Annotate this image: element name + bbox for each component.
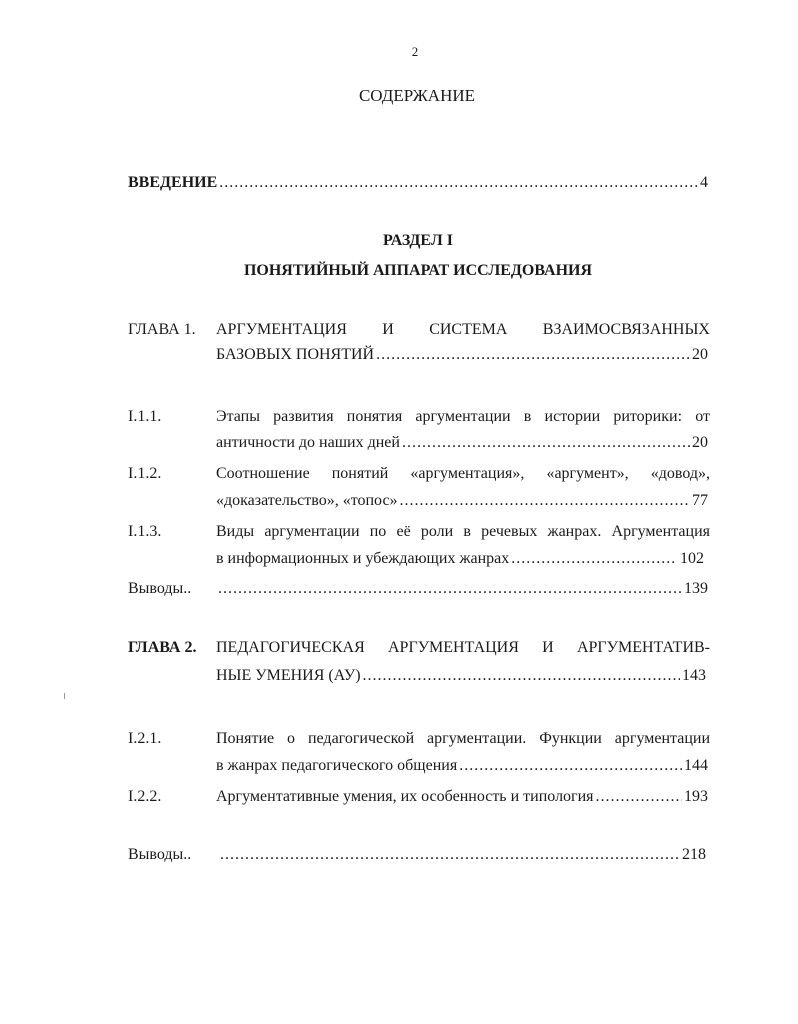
dot-leader [363,667,680,685]
item-number: I.2.1. [128,730,162,747]
toc-entry-conclusions-2[interactable] [218,846,706,870]
section-subtitle: ПОНЯТИЙНЫЙ АППАРАТ ИССЛЕДОВАНИЯ [243,262,593,279]
dot-leader [219,174,698,192]
item-number: I.1.2. [128,465,162,482]
item-page: 144 [684,757,708,774]
item-title-line2: античности до наших дней [216,434,400,451]
toc-entry-chapter2[interactable] [216,667,706,691]
toc-entry-1-1-3[interactable] [216,550,676,574]
chapter1-word: И [382,321,394,338]
chapter1-word: АРГУМЕНТАЦИЯ [216,321,347,338]
item-page: 20 [692,434,708,451]
item-title-line1: Виды аргументации по её роли в речевых жанрах. Аргументация [216,523,710,540]
margin-mark [64,693,65,699]
toc-entry-chapter1[interactable] [216,346,708,370]
item-page: 77 [692,492,708,509]
dot-leader [376,346,690,364]
item-title-line1: Аргументативные умения, их особенность и типология [216,788,594,805]
intro-page: 4 [700,174,708,191]
chapter2-title-line2: НЫЕ УМЕНИЯ (АУ) [216,667,361,684]
item-title-line2: в жанрах педагогического общения [216,757,458,774]
toc-entry-conclusions-1[interactable] [216,580,708,604]
chapter2-label: ГЛАВА 2. [128,639,197,656]
item-page: 193 [684,788,708,805]
item-number: I.1.3. [128,523,162,540]
chapter1-page: 20 [692,346,708,363]
item-number: I.1.1. [128,408,162,425]
conclusions-page: 139 [684,580,708,597]
chapter2-page: 143 [682,667,706,684]
intro-label: ВВЕДЕНИЕ [128,174,218,191]
chapter1-word: СИСТЕМА [429,321,508,338]
item-title-line1: Соотношение понятий «аргументация», «аргумент», «довод», [216,465,710,482]
toc-entry-1-1-1[interactable] [216,434,708,458]
dot-leader [511,550,674,568]
toc-heading: СОДЕРЖАНИЕ [358,86,476,105]
item-title-line1: Этапы развития понятия аргументации в истории риторики: от [216,408,710,425]
conclusions-label: Выводы.. [128,846,192,863]
toc-entry-intro[interactable] [128,174,708,198]
dot-leader [459,757,682,775]
item-title-line1: Понятие о педагогической аргументации. Функции аргументации [216,730,710,747]
chapter1-title-line2: БАЗОВЫХ ПОНЯТИЙ [216,346,375,363]
section-title: РАЗДЕЛ I [383,232,453,249]
page-number: 2 [411,44,419,59]
chapter1-word: ВЗАИМОСВЯЗАННЫХ [542,321,710,338]
item-page: 102 [680,550,704,567]
chapter1-title-line1 [216,321,710,339]
toc-entry-1-1-2[interactable] [216,492,708,516]
dot-leader [400,492,690,510]
conclusions-page: 218 [682,846,706,863]
toc-entry-1-2-2[interactable] [216,788,708,812]
conclusions-label: Выводы.. [128,580,192,597]
item-title-line2: «доказательство», «топос» [216,492,398,509]
chapter2-title-line1: ПЕДАГОГИЧЕСКАЯ АРГУМЕНТАЦИЯ И АРГУМЕНТАТИВ- [216,639,710,656]
dot-leader [220,846,680,864]
dot-leader [218,580,682,598]
chapter1-label: ГЛАВА 1. [128,321,196,338]
dot-leader [596,788,682,806]
dot-leader [402,434,690,452]
toc-entry-1-2-1[interactable] [216,757,708,781]
item-title-line2: в информационных и убеждающих жанрах [216,550,510,567]
item-number: I.2.2. [128,788,162,805]
